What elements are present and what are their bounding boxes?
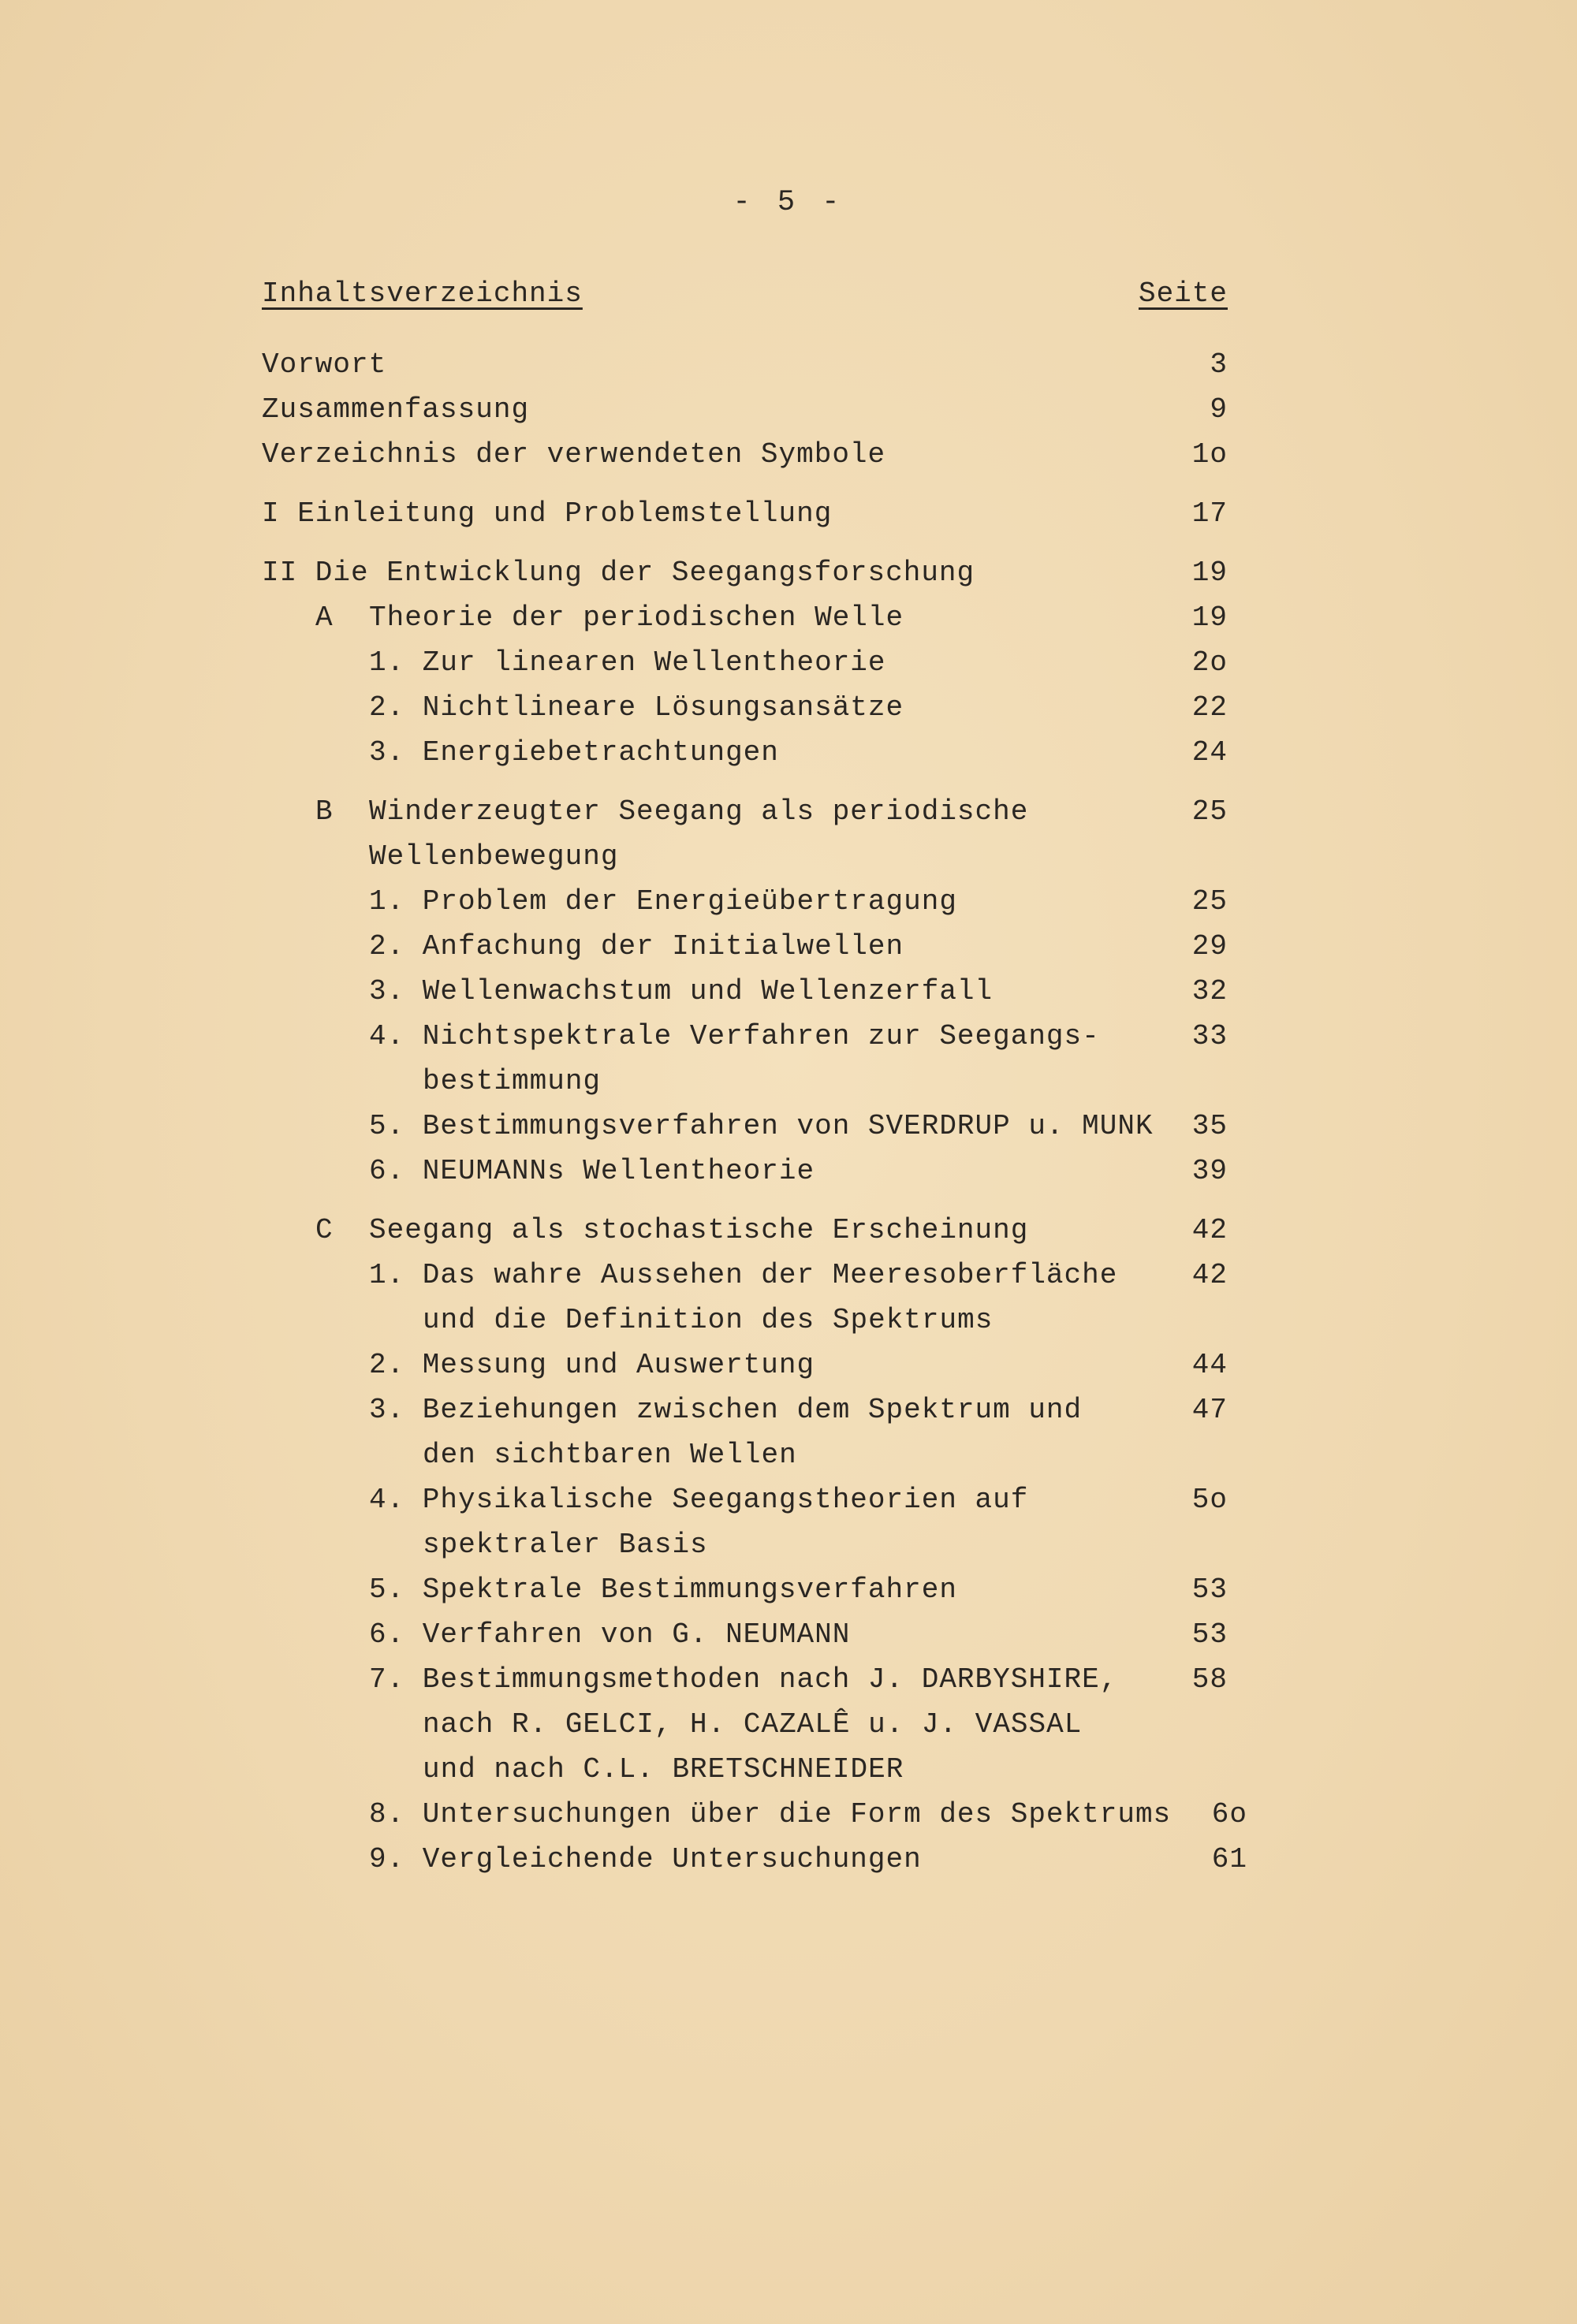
toc-section-b: B Winderzeugter Seegang als periodische 25 (315, 795, 1228, 828)
toc-item-continuation: den sichtbaren Wellen (423, 1439, 797, 1471)
toc-item: 6. NEUMANNs Wellentheorie 39 (369, 1155, 1228, 1187)
page-number: - 5 - (733, 186, 844, 219)
toc-item-continuation: bestimmung (423, 1065, 602, 1097)
toc-item: 4. Nichtspektrale Verfahren zur Seegangs- 33 (369, 1020, 1228, 1052)
table-of-contents (262, 277, 1247, 1882)
toc-entry-vorwort: Vorwort 3 (262, 348, 1228, 381)
toc-entry-chapter-1: I Einleitung und Problemstellung 17 (262, 497, 1228, 530)
toc-item: 3. Wellenwachstum und Wellenzerfall 32 (369, 975, 1228, 1007)
toc-item: 3. Energiebetrachtungen 24 (369, 736, 1228, 769)
toc-item: 1. Problem der Energieübertragung 25 (369, 885, 1228, 918)
toc-item: 3. Beziehungen zwischen dem Spektrum und 47 (369, 1394, 1228, 1426)
toc-header (262, 277, 1247, 322)
toc-item: 1. Das wahre Aussehen der Meeresoberfläche 42 (369, 1259, 1228, 1291)
toc-item: 1. Zur linearen Wellentheorie 2o (369, 646, 1228, 679)
toc-item: 5. Bestimmungsverfahren von SVERDRUP u. MUNK 35 (369, 1110, 1228, 1142)
toc-section-c: C Seegang als stochastische Erscheinung 42 (315, 1214, 1228, 1246)
toc-item: 5. Spektrale Bestimmungsverfahren 53 (369, 1574, 1228, 1606)
toc-item: 2. Nichtlineare Lösungsansätze 22 (369, 691, 1228, 724)
toc-item: 7. Bestimmungsmethoden nach J. DARBYSHIRE, 58 (369, 1663, 1228, 1696)
toc-entry-zusammenfassung: Zusammenfassung 9 (262, 393, 1228, 426)
toc-item: 2. Messung und Auswertung 44 (369, 1349, 1228, 1381)
toc-item-continuation: und nach C.L. BRETSCHNEIDER (423, 1753, 904, 1786)
toc-section-b-continuation: Wellenbewegung (369, 840, 619, 873)
toc-item-continuation: nach R. GELCI, H. CAZALÊ u. J. VASSAL (423, 1708, 1083, 1741)
toc-item: 4. Physikalische Seegangstheorien auf 5o (369, 1484, 1228, 1516)
toc-section-a: A Theorie der periodischen Welle 19 (315, 601, 1228, 634)
toc-entry-symbole: Verzeichnis der verwendeten Symbole 1o (262, 438, 1228, 471)
toc-item: 8. Untersuchungen über die Form des Spektrums 6o (369, 1798, 1247, 1831)
toc-item: 2. Anfachung der Initialwellen 29 (369, 930, 1228, 963)
toc-item: 9. Vergleichende Untersuchungen 61 (369, 1843, 1247, 1875)
toc-entry-chapter-2: II Die Entwicklung der Seegangsforschung 19 (262, 557, 1228, 589)
toc-item: 6. Verfahren von G. NEUMANN 53 (369, 1618, 1228, 1651)
toc-item-continuation: und die Definition des Spektrums (423, 1304, 994, 1336)
toc-heading: Inhaltsverzeichnis (262, 277, 583, 310)
page-column-heading: Seite (1138, 277, 1228, 310)
toc-item-continuation: spektraler Basis (423, 1529, 708, 1561)
